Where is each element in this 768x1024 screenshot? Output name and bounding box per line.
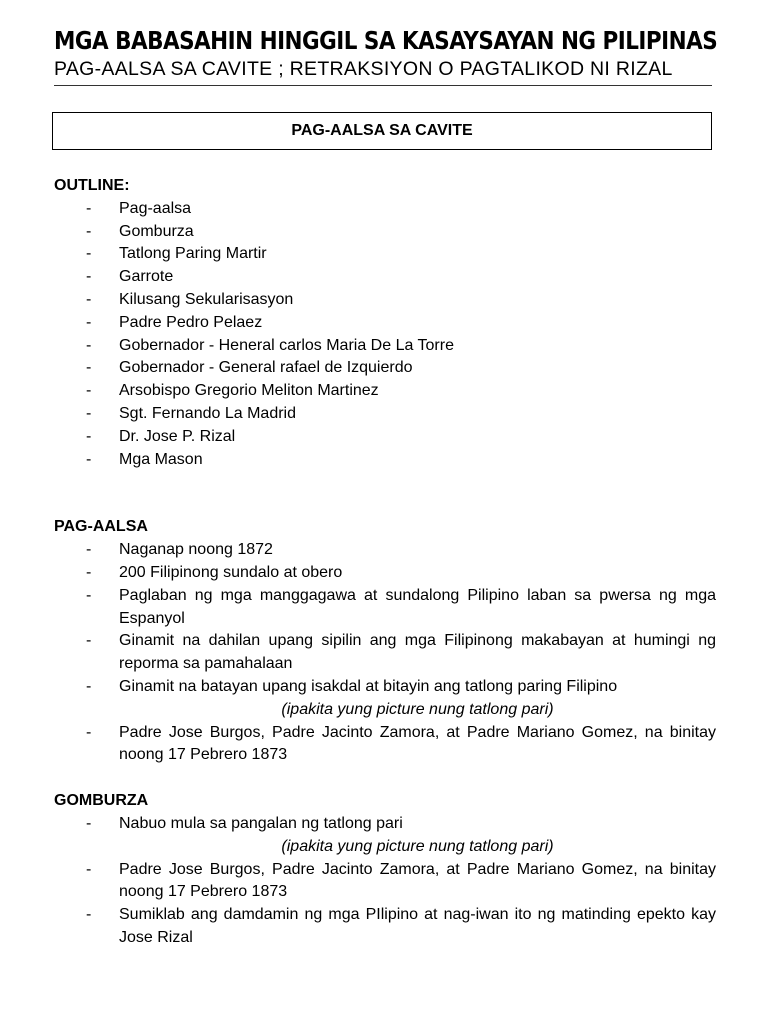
list-item xyxy=(54,243,716,266)
list-item-text: 200 Filipinong sundalo at obero xyxy=(119,563,343,581)
list-item-text: Pag-aalsa xyxy=(119,199,192,217)
dash-marker: - xyxy=(86,677,92,695)
picture-note: (ipakita yung picture nung tatlong pari) xyxy=(281,700,554,718)
dash-marker: - xyxy=(86,563,92,581)
list-item-text: Gomburza xyxy=(119,222,194,240)
list-item xyxy=(54,676,716,699)
dash-marker: - xyxy=(86,382,92,400)
list-item-text: Mga Mason xyxy=(119,450,203,468)
list-item-text: Sgt. Fernando La Madrid xyxy=(119,404,296,422)
dash-marker: - xyxy=(86,268,92,286)
dash-marker: - xyxy=(86,199,92,217)
section-spacer xyxy=(54,767,716,790)
dash-marker: - xyxy=(86,860,92,878)
section-title-box xyxy=(52,112,712,150)
document-title: MGA BABASAHIN HINGGIL SA KASAYSAYAN NG PILIPINAS xyxy=(54,26,718,55)
list-item xyxy=(54,449,716,472)
dash-marker: - xyxy=(86,245,92,263)
outline-heading: OUTLINE: xyxy=(54,177,130,194)
pag-aalsa-list-cont xyxy=(54,722,716,768)
list-item-text: Arsobispo Gregorio Meliton Martinez xyxy=(119,382,379,400)
list-item xyxy=(54,289,716,312)
list-item xyxy=(54,312,716,335)
list-item-text: Ginamit na batayan upang isakdal at bitayin ang tatlong paring Filipino xyxy=(119,677,618,695)
gomburza-heading: GOMBURZA xyxy=(54,792,149,810)
dash-marker: - xyxy=(86,541,92,559)
list-item-text: Nabuo mula sa pangalan ng tatlong pari xyxy=(119,814,403,832)
gomburza-list-cont xyxy=(54,859,716,950)
header-divider xyxy=(54,85,712,86)
list-item-text: Garrote xyxy=(119,268,174,286)
list-item xyxy=(54,859,716,905)
list-item-text: Padre Jose Burgos, Padre Jacinto Zamora, at Padre Mariano Gomez, na binitay noong 17 Pebrero 1873 xyxy=(119,723,716,764)
list-item-text: Gobernador - General rafael de Izquierdo xyxy=(119,359,413,377)
dash-marker: - xyxy=(86,313,92,331)
gomburza-list xyxy=(54,813,716,836)
dash-marker: - xyxy=(86,336,92,354)
list-item xyxy=(54,380,716,403)
list-item-text: Sumiklab ang damdamin ng mga PIlipino at nag-iwan ito ng matinding epekto kay Jose Rizal xyxy=(119,906,716,946)
dash-marker: - xyxy=(86,222,92,240)
dash-marker: - xyxy=(86,290,92,308)
list-item xyxy=(54,585,716,631)
pag-aalsa-heading: PAG-AALSA xyxy=(54,518,148,536)
list-item-text: Gobernador - Heneral carlos Maria De La Torre xyxy=(119,336,454,354)
dash-marker: - xyxy=(86,814,92,832)
list-item-text: Naganap noong 1872 xyxy=(119,541,273,559)
list-item xyxy=(54,630,716,676)
list-item xyxy=(54,403,716,426)
dash-marker: - xyxy=(86,906,92,924)
list-item xyxy=(54,562,716,585)
outline-list xyxy=(54,198,716,472)
dash-marker: - xyxy=(86,427,92,445)
dash-marker: - xyxy=(86,723,92,741)
list-item xyxy=(54,539,716,562)
list-item-text: Ginamit na dahilan upang sipilin ang mga Filipinong makabayan at humingi ng reporma sa pamahalaan xyxy=(119,632,716,673)
dash-marker: - xyxy=(86,586,92,604)
dash-marker: - xyxy=(86,632,92,650)
dash-marker: - xyxy=(86,450,92,468)
list-item xyxy=(54,357,716,380)
list-item-text: Padre Pedro Pelaez xyxy=(119,313,263,331)
list-item xyxy=(54,904,716,950)
dash-marker: - xyxy=(86,359,92,377)
list-item-text: Dr. Jose P. Rizal xyxy=(119,427,236,445)
list-item-text: Kilusang Sekularisasyon xyxy=(119,290,294,308)
document-subtitle: PAG-AALSA SA CAVITE ; RETRAKSIYON O PAGTALIKOD NI RIZAL xyxy=(54,58,673,80)
list-item xyxy=(54,335,716,358)
list-item xyxy=(54,722,716,768)
list-item xyxy=(54,221,716,244)
list-item xyxy=(54,198,716,221)
list-item-text: Padre Jose Burgos, Padre Jacinto Zamora, at Padre Mariano Gomez, na binitay noong 17 Pebrero 1873 xyxy=(119,860,716,901)
pag-aalsa-list xyxy=(54,539,716,699)
section-spacer xyxy=(54,471,716,516)
section-title: PAG-AALSA SA CAVITE xyxy=(291,122,473,139)
list-item xyxy=(54,426,716,449)
picture-note: (ipakita yung picture nung tatlong pari) xyxy=(281,837,554,855)
list-item xyxy=(54,266,716,289)
list-item-text: Paglaban ng mga manggagawa at sundalong Pilipino laban sa pwersa ng mga Espanyol xyxy=(119,586,716,627)
list-item xyxy=(54,813,716,836)
list-item-text: Tatlong Paring Martir xyxy=(119,245,267,263)
document-body xyxy=(54,175,716,950)
dash-marker: - xyxy=(86,404,92,422)
